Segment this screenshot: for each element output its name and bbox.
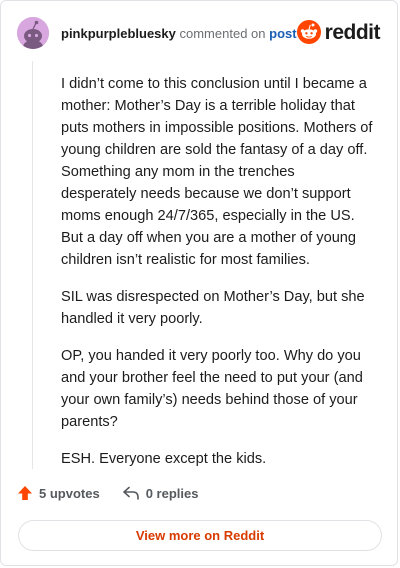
reply-count: 0 replies (145, 485, 199, 501)
reddit-logo[interactable] (297, 20, 380, 44)
upvote-button[interactable] (17, 485, 100, 501)
upvote-arrow-icon (17, 485, 33, 501)
action-text: commented on (179, 26, 266, 41)
reply-button[interactable] (122, 485, 199, 501)
view-more-button[interactable]: View more on Reddit (18, 520, 382, 551)
post-link[interactable]: post (269, 26, 297, 41)
username[interactable]: pinkpurplebluesky (61, 26, 176, 41)
thread-line (32, 61, 33, 469)
comment-header (61, 26, 297, 41)
comment-paragraph: I didn’t come to this conclusion until I became a mother: Mother’s Day is a terrible holiday that puts mothers in impossible positions. Mothers of young children are sold the fantasy of a day off. Something any mom in the trenches desperately needs because we don’t support moms enough 24/7/365, especially in the US. But a day off when you are a mother of young children isn’t realistic for most families. (61, 76, 373, 268)
upvote-count: 5 upvotes (39, 485, 100, 501)
comment-paragraph: OP, you handed it very poorly too. Why do you and your brother feel the need to put your (and your own family’s) needs behind those of your parents? (61, 348, 363, 430)
comment-paragraph: ESH. Everyone except the kids. (61, 451, 267, 467)
comment-body (61, 73, 373, 485)
comment-paragraph: SIL was disrespected on Mother’s Day, but she handled it very poorly. (61, 289, 365, 327)
reddit-logo-icon (297, 20, 321, 44)
avatar-snoo-icon (17, 17, 49, 49)
reddit-wordmark: reddit (324, 20, 380, 44)
comment-actions (17, 485, 220, 501)
reply-icon (122, 485, 140, 501)
avatar[interactable] (17, 17, 49, 49)
